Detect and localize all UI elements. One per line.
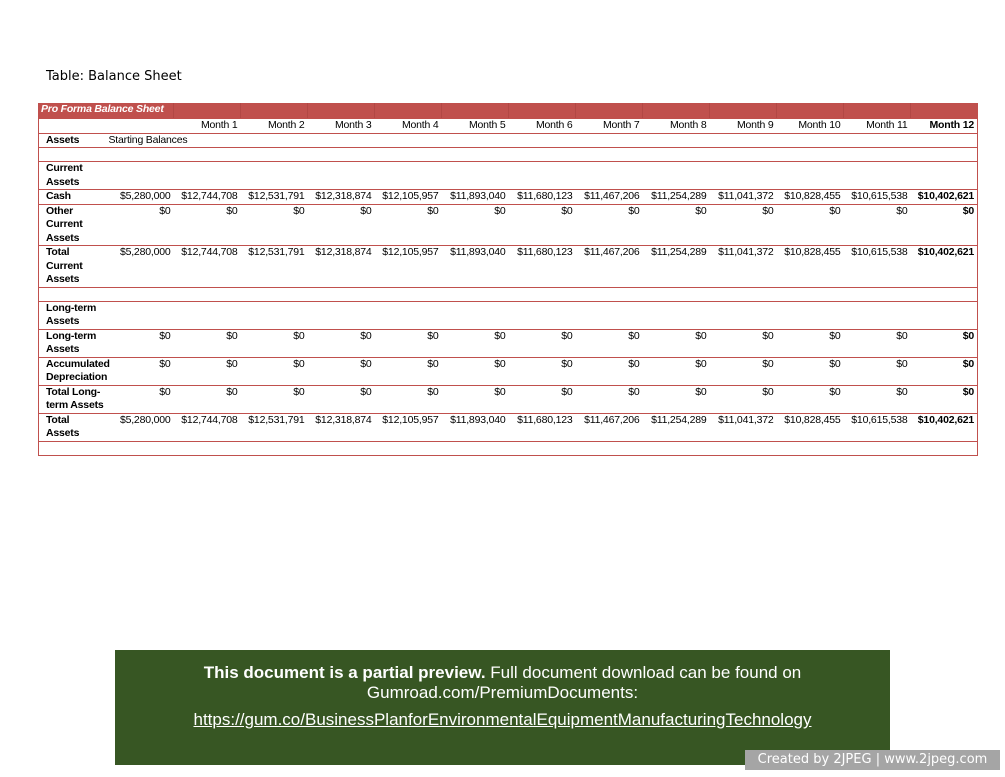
page-title: Table: Balance Sheet — [46, 69, 182, 84]
month-value: $0 — [174, 385, 241, 413]
download-link[interactable]: https://gum.co/BusinessPlanforEnvironmentalEquipmentManufacturingTechnology — [193, 710, 812, 729]
table-cell — [576, 133, 643, 148]
table-cell — [509, 441, 576, 455]
month-value: $11,680,123 — [509, 413, 576, 441]
table-cell — [643, 287, 710, 301]
table-cell — [710, 441, 777, 455]
table-cell — [107, 287, 174, 301]
table-cell — [777, 162, 844, 190]
month-value: $0 — [777, 329, 844, 357]
table-cell — [844, 441, 911, 455]
table-cell — [710, 287, 777, 301]
month-label: Month 7 — [576, 119, 643, 134]
month-value: $12,744,708 — [174, 246, 241, 288]
header-grid-cell — [308, 103, 375, 119]
month-value: $0 — [308, 385, 375, 413]
month-value: $0 — [308, 357, 375, 385]
month-value: $10,828,455 — [777, 413, 844, 441]
month-value: $0 — [241, 329, 308, 357]
month-value: $12,531,791 — [241, 413, 308, 441]
month-value: $0 — [777, 357, 844, 385]
header-grid-cell — [643, 103, 710, 119]
table-cell — [107, 119, 174, 134]
month-value: $0 — [911, 329, 978, 357]
month-value: $10,615,538 — [844, 190, 911, 205]
month-value: $0 — [375, 357, 442, 385]
table-cell — [643, 162, 710, 190]
starting-value: $5,280,000 — [107, 246, 174, 288]
month-value: $11,680,123 — [509, 190, 576, 205]
month-value: $0 — [710, 204, 777, 246]
table-cell — [375, 301, 442, 329]
section-heading: Long-term Assets — [39, 301, 107, 329]
month-value: $0 — [777, 385, 844, 413]
month-value: $0 — [509, 385, 576, 413]
month-label: Month 1 — [174, 119, 241, 134]
table-header-row — [39, 103, 978, 119]
long-term-assets-row — [39, 329, 978, 357]
month-value: $10,828,455 — [777, 190, 844, 205]
blank-row — [39, 441, 978, 455]
table-cell — [777, 441, 844, 455]
table-cell — [375, 162, 442, 190]
table-cell — [844, 301, 911, 329]
month-label: Month 11 — [844, 119, 911, 134]
month-value: $0 — [174, 329, 241, 357]
total-current-assets-row — [39, 246, 978, 288]
month-value: $0 — [442, 204, 509, 246]
table-cell — [241, 133, 308, 148]
month-value: $11,467,206 — [576, 413, 643, 441]
month-value: $0 — [174, 357, 241, 385]
table-cell — [777, 287, 844, 301]
month-value: $12,105,957 — [375, 190, 442, 205]
current-assets-heading-row — [39, 162, 978, 190]
table-cell — [911, 148, 978, 162]
starting-balances-label: Starting Balances — [107, 133, 241, 148]
table-cell — [643, 441, 710, 455]
row-label: Total Assets — [39, 413, 107, 441]
watermark-credit: Created by 2JPEG | www.2jpeg.com — [745, 750, 1000, 770]
table-cell — [174, 162, 241, 190]
month-value: $0 — [509, 204, 576, 246]
month-value: $0 — [844, 357, 911, 385]
table-cell — [576, 287, 643, 301]
month-label: Month 4 — [375, 119, 442, 134]
month-label: Month 8 — [643, 119, 710, 134]
month-value: $0 — [375, 385, 442, 413]
month-value: $0 — [375, 329, 442, 357]
month-value: $11,893,040 — [442, 190, 509, 205]
row-label: Long-term Assets — [39, 329, 107, 357]
month-value: $0 — [844, 385, 911, 413]
table-cell — [576, 148, 643, 162]
starting-value: $0 — [107, 385, 174, 413]
month-value: $0 — [911, 357, 978, 385]
table-cell — [442, 148, 509, 162]
other-current-assets-row — [39, 204, 978, 246]
month-value: $0 — [643, 329, 710, 357]
starting-value: $0 — [107, 357, 174, 385]
table-cell — [442, 287, 509, 301]
month-label: Month 5 — [442, 119, 509, 134]
table-cell — [241, 301, 308, 329]
month-value: $0 — [509, 357, 576, 385]
table-cell — [844, 162, 911, 190]
month-value: $0 — [710, 329, 777, 357]
preview-banner — [115, 650, 890, 765]
month-value: $12,105,957 — [375, 246, 442, 288]
month-value: $12,318,874 — [308, 246, 375, 288]
starting-value: $0 — [107, 329, 174, 357]
table-cell — [911, 287, 978, 301]
total-long-term-assets-row — [39, 385, 978, 413]
month-value: $0 — [241, 357, 308, 385]
starting-value: $0 — [107, 204, 174, 246]
month-value: $0 — [576, 204, 643, 246]
month-value: $11,041,372 — [710, 190, 777, 205]
table-cell — [107, 148, 174, 162]
table-cell — [777, 301, 844, 329]
month-value: $0 — [777, 204, 844, 246]
month-value: $12,531,791 — [241, 190, 308, 205]
table-cell — [308, 301, 375, 329]
table-cell — [442, 441, 509, 455]
table-cell — [710, 301, 777, 329]
table-cell — [174, 287, 241, 301]
header-grid-cell — [777, 103, 844, 119]
table-cell — [509, 133, 576, 148]
balance-sheet-table — [38, 103, 978, 456]
table-cell — [509, 301, 576, 329]
row-label: Total Current Assets — [39, 246, 107, 288]
table-cell — [442, 162, 509, 190]
table-cell — [39, 441, 107, 455]
table-cell — [710, 133, 777, 148]
table-cell — [39, 119, 107, 134]
table-cell — [107, 301, 174, 329]
month-value: $11,254,289 — [643, 190, 710, 205]
month-value: $0 — [576, 385, 643, 413]
month-value: $0 — [375, 204, 442, 246]
header-grid-cell — [509, 103, 576, 119]
table-cell — [844, 133, 911, 148]
month-value: $0 — [442, 329, 509, 357]
month-value: $0 — [911, 385, 978, 413]
table-cell — [442, 301, 509, 329]
month-value: $11,893,040 — [442, 246, 509, 288]
table-cell — [107, 162, 174, 190]
month-value: $0 — [442, 357, 509, 385]
months-row — [39, 119, 978, 134]
month-value: $10,402,621 — [911, 190, 978, 205]
month-value: $12,318,874 — [308, 413, 375, 441]
month-value: $0 — [509, 329, 576, 357]
table-cell — [643, 133, 710, 148]
table-cell — [308, 148, 375, 162]
month-value: $12,531,791 — [241, 246, 308, 288]
month-value: $11,254,289 — [643, 246, 710, 288]
month-value: $10,402,621 — [911, 413, 978, 441]
row-label: Cash — [39, 190, 107, 205]
month-value: $11,893,040 — [442, 413, 509, 441]
month-value: $12,318,874 — [308, 190, 375, 205]
month-label: Month 2 — [241, 119, 308, 134]
table-cell — [643, 301, 710, 329]
table-cell — [174, 301, 241, 329]
month-value: $12,744,708 — [174, 413, 241, 441]
preview-notice — [115, 663, 890, 703]
accumulated-depreciation-row — [39, 357, 978, 385]
month-label: Month 6 — [509, 119, 576, 134]
blank-row — [39, 148, 978, 162]
month-label: Month 12 — [911, 119, 978, 134]
table-cell — [777, 148, 844, 162]
month-value: $0 — [911, 204, 978, 246]
table-cell — [911, 301, 978, 329]
table-cell — [576, 441, 643, 455]
table-cell — [844, 148, 911, 162]
header-grid-cell — [174, 103, 241, 119]
table-cell — [844, 287, 911, 301]
table-header-title: Pro Forma Balance Sheet — [39, 103, 174, 119]
table-cell — [308, 287, 375, 301]
month-value: $0 — [643, 204, 710, 246]
table-cell — [241, 162, 308, 190]
month-value: $12,744,708 — [174, 190, 241, 205]
assets-row — [39, 133, 978, 148]
table-cell — [576, 162, 643, 190]
table-cell — [710, 162, 777, 190]
month-value: $0 — [844, 204, 911, 246]
month-value: $0 — [308, 329, 375, 357]
month-value: $10,615,538 — [844, 413, 911, 441]
long-term-assets-heading-row — [39, 301, 978, 329]
month-value: $0 — [241, 385, 308, 413]
month-value: $0 — [576, 329, 643, 357]
month-value: $0 — [844, 329, 911, 357]
row-label: Accumulated Depreciation — [39, 357, 107, 385]
month-label: Month 10 — [777, 119, 844, 134]
header-grid-cell — [241, 103, 308, 119]
month-value: $0 — [241, 204, 308, 246]
table-cell — [643, 148, 710, 162]
month-value: $11,254,289 — [643, 413, 710, 441]
month-value: $11,467,206 — [576, 246, 643, 288]
table-cell — [39, 287, 107, 301]
month-value: $11,467,206 — [576, 190, 643, 205]
header-grid-cell — [442, 103, 509, 119]
table-cell — [39, 148, 107, 162]
table-cell — [308, 133, 375, 148]
row-label: Total Long-term Assets — [39, 385, 107, 413]
assets-label: Assets — [39, 133, 107, 148]
preview-notice-bold: This document is a partial preview. — [203, 663, 486, 682]
month-value: $10,402,621 — [911, 246, 978, 288]
month-value: $0 — [643, 357, 710, 385]
table-cell — [375, 148, 442, 162]
table-cell — [308, 162, 375, 190]
table-cell — [777, 133, 844, 148]
starting-value: $5,280,000 — [107, 413, 174, 441]
month-value: $0 — [174, 204, 241, 246]
row-label: Other Current Assets — [39, 204, 107, 246]
month-value: $0 — [643, 385, 710, 413]
blank-row — [39, 287, 978, 301]
table-cell — [509, 162, 576, 190]
table-cell — [375, 287, 442, 301]
cash-row — [39, 190, 978, 205]
month-value: $0 — [308, 204, 375, 246]
header-grid-cell — [911, 103, 978, 119]
table-cell — [710, 148, 777, 162]
month-value: $0 — [710, 357, 777, 385]
month-label: Month 9 — [710, 119, 777, 134]
table-cell — [308, 441, 375, 455]
month-value: $11,041,372 — [710, 246, 777, 288]
table-cell — [911, 133, 978, 148]
table-cell — [911, 441, 978, 455]
month-value: $0 — [710, 385, 777, 413]
table-cell — [375, 133, 442, 148]
table-cell — [509, 148, 576, 162]
month-value: $10,615,538 — [844, 246, 911, 288]
table-cell — [107, 441, 174, 455]
table-cell — [241, 441, 308, 455]
month-value: $11,041,372 — [710, 413, 777, 441]
table-cell — [576, 301, 643, 329]
total-assets-row — [39, 413, 978, 441]
table-cell — [442, 133, 509, 148]
month-value: $12,105,957 — [375, 413, 442, 441]
month-value: $0 — [576, 357, 643, 385]
month-value: $10,828,455 — [777, 246, 844, 288]
table-cell — [375, 441, 442, 455]
header-grid-cell — [844, 103, 911, 119]
starting-value: $5,280,000 — [107, 190, 174, 205]
table-cell — [911, 162, 978, 190]
header-grid-cell — [375, 103, 442, 119]
month-label: Month 3 — [308, 119, 375, 134]
table-cell — [241, 148, 308, 162]
header-grid-cell — [576, 103, 643, 119]
table-cell — [174, 148, 241, 162]
month-value: $11,680,123 — [509, 246, 576, 288]
table-cell — [241, 287, 308, 301]
table-cell — [509, 287, 576, 301]
table-cell — [174, 441, 241, 455]
section-heading: Current Assets — [39, 162, 107, 190]
header-grid-cell — [710, 103, 777, 119]
preview-notice-rest: Full document download can be found on Gumroad.com/PremiumDocuments: — [366, 663, 802, 702]
month-value: $0 — [442, 385, 509, 413]
